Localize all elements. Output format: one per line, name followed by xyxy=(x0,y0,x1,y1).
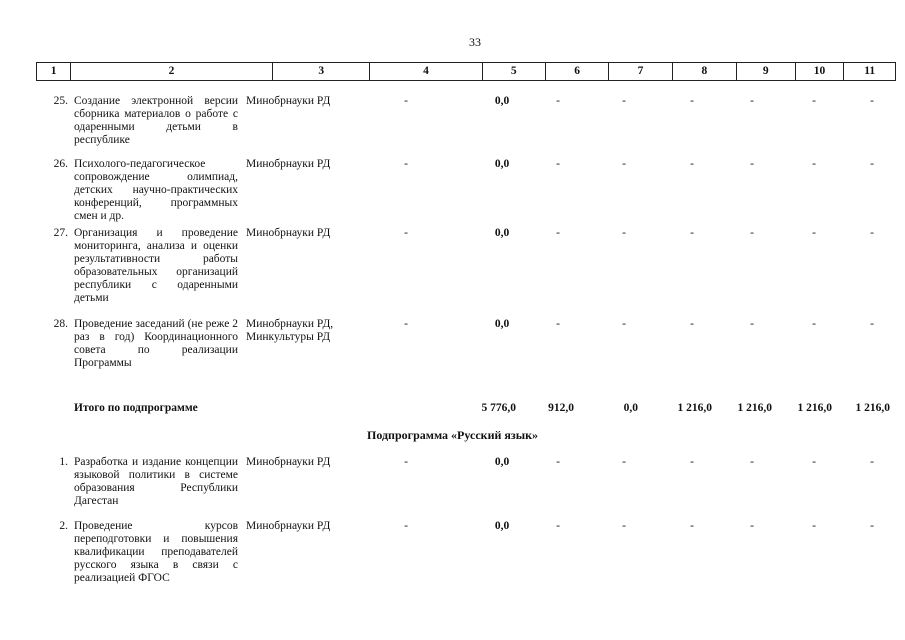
row-organization: Минобрнауки РД xyxy=(246,227,331,239)
cell-col9: - xyxy=(750,520,754,532)
cell-col5: 0,0 xyxy=(494,456,510,468)
row-number: 28. xyxy=(53,318,68,330)
row-description: Проведение заседаний (не реже 2 раз в год) Координационного совета по реализации Программы xyxy=(74,318,238,369)
cell-col6: - xyxy=(556,227,560,239)
total-col11: 1 216,0 xyxy=(855,402,890,414)
cell-col9: - xyxy=(750,227,754,239)
cell-col7: - xyxy=(622,520,626,532)
row-organization: Минобрнауки РД xyxy=(246,95,331,107)
cell-col10: - xyxy=(812,95,816,107)
cell-col7: - xyxy=(622,158,626,170)
cell-col9: - xyxy=(750,95,754,107)
cell-col5: 0,0 xyxy=(494,95,510,107)
row-description: Создание электронной версии сборника материалов о работе с одаренными детьми в республике xyxy=(74,95,238,146)
total-col10: 1 216,0 xyxy=(797,402,832,414)
cell-col10: - xyxy=(812,318,816,330)
cell-col10: - xyxy=(812,520,816,532)
cell-col11: - xyxy=(870,318,874,330)
column-header-6: 6 xyxy=(546,63,609,80)
column-header-4: 4 xyxy=(370,63,482,80)
cell-col6: - xyxy=(556,456,560,468)
column-header-8: 8 xyxy=(673,63,737,80)
cell-col4: - xyxy=(404,95,408,107)
total-col9: 1 216,0 xyxy=(737,402,772,414)
column-header-1: 1 xyxy=(37,63,71,80)
column-header-11: 11 xyxy=(864,65,876,77)
cell-col7: - xyxy=(622,456,626,468)
cell-col4: - xyxy=(404,318,408,330)
column-header-10: 10 xyxy=(796,63,845,80)
cell-col4: - xyxy=(404,456,408,468)
row-description: Проведение курсов переподготовки и повышения квалификации преподавателей русского языка в связи с реализацией ФГОС xyxy=(74,520,238,584)
row-organization: Минобрнауки РД xyxy=(246,520,331,532)
cell-col9: - xyxy=(750,456,754,468)
cell-col7: - xyxy=(622,95,626,107)
total-col6: 912,0 xyxy=(548,402,574,414)
cell-col4: - xyxy=(404,158,408,170)
cell-col5: 0,0 xyxy=(494,158,510,170)
table-header-row xyxy=(36,62,896,81)
column-header-7: 7 xyxy=(609,63,672,80)
cell-col8: - xyxy=(690,456,694,468)
total-col7: 0,0 xyxy=(623,402,638,414)
cell-col4: - xyxy=(404,520,408,532)
subprogram-heading: Подпрограмма «Русский язык» xyxy=(367,428,538,442)
column-header-3: 3 xyxy=(273,63,371,80)
cell-col7: - xyxy=(622,318,626,330)
cell-col6: - xyxy=(556,95,560,107)
row-number: 2. xyxy=(59,520,68,532)
row-number: 25. xyxy=(53,95,68,107)
row-description: Организация и проведение мониторинга, анализа и оценки результативности работы образовательных организаций республики с одаренными детьми xyxy=(74,227,238,304)
row-organization: Минобрнауки РД xyxy=(246,456,331,468)
cell-col8: - xyxy=(690,158,694,170)
cell-col10: - xyxy=(812,456,816,468)
row-number: 26. xyxy=(53,158,68,170)
page-number: 33 xyxy=(469,35,481,49)
cell-col6: - xyxy=(556,318,560,330)
cell-col8: - xyxy=(690,520,694,532)
cell-col10: - xyxy=(812,158,816,170)
column-header-5: 5 xyxy=(483,63,546,80)
cell-col5: 0,0 xyxy=(494,227,510,239)
cell-col8: - xyxy=(690,95,694,107)
cell-col5: 0,0 xyxy=(494,318,510,330)
cell-col10: - xyxy=(812,227,816,239)
cell-col11: - xyxy=(870,158,874,170)
cell-col6: - xyxy=(556,158,560,170)
cell-col8: - xyxy=(690,227,694,239)
cell-col11: - xyxy=(870,95,874,107)
cell-col11: - xyxy=(870,227,874,239)
total-col8: 1 216,0 xyxy=(677,402,712,414)
cell-col8: - xyxy=(690,318,694,330)
cell-col11: - xyxy=(870,520,874,532)
total-label: Итого по подпрограмме xyxy=(74,402,198,414)
row-organization: Минобрнауки РД, Минкультуры РД xyxy=(246,318,334,343)
row-number: 1. xyxy=(59,456,68,468)
cell-col7: - xyxy=(622,227,626,239)
column-header-9: 9 xyxy=(737,63,796,80)
cell-col9: - xyxy=(750,158,754,170)
row-number: 27. xyxy=(53,227,68,239)
cell-col9: - xyxy=(750,318,754,330)
row-description: Психолого-педагогическое сопровождение олимпиад, детских научно-практических конференций, программных смен и др. xyxy=(74,158,238,222)
cell-col4: - xyxy=(404,227,408,239)
cell-col6: - xyxy=(556,520,560,532)
cell-col11: - xyxy=(870,456,874,468)
total-col5: 5 776,0 xyxy=(481,402,516,414)
cell-col5: 0,0 xyxy=(494,520,510,532)
row-organization: Минобрнауки РД xyxy=(246,158,331,170)
row-description: Разработка и издание концепции языковой политики в системе образования Республики Дагестан xyxy=(74,456,238,507)
column-header-2: 2 xyxy=(71,63,273,80)
